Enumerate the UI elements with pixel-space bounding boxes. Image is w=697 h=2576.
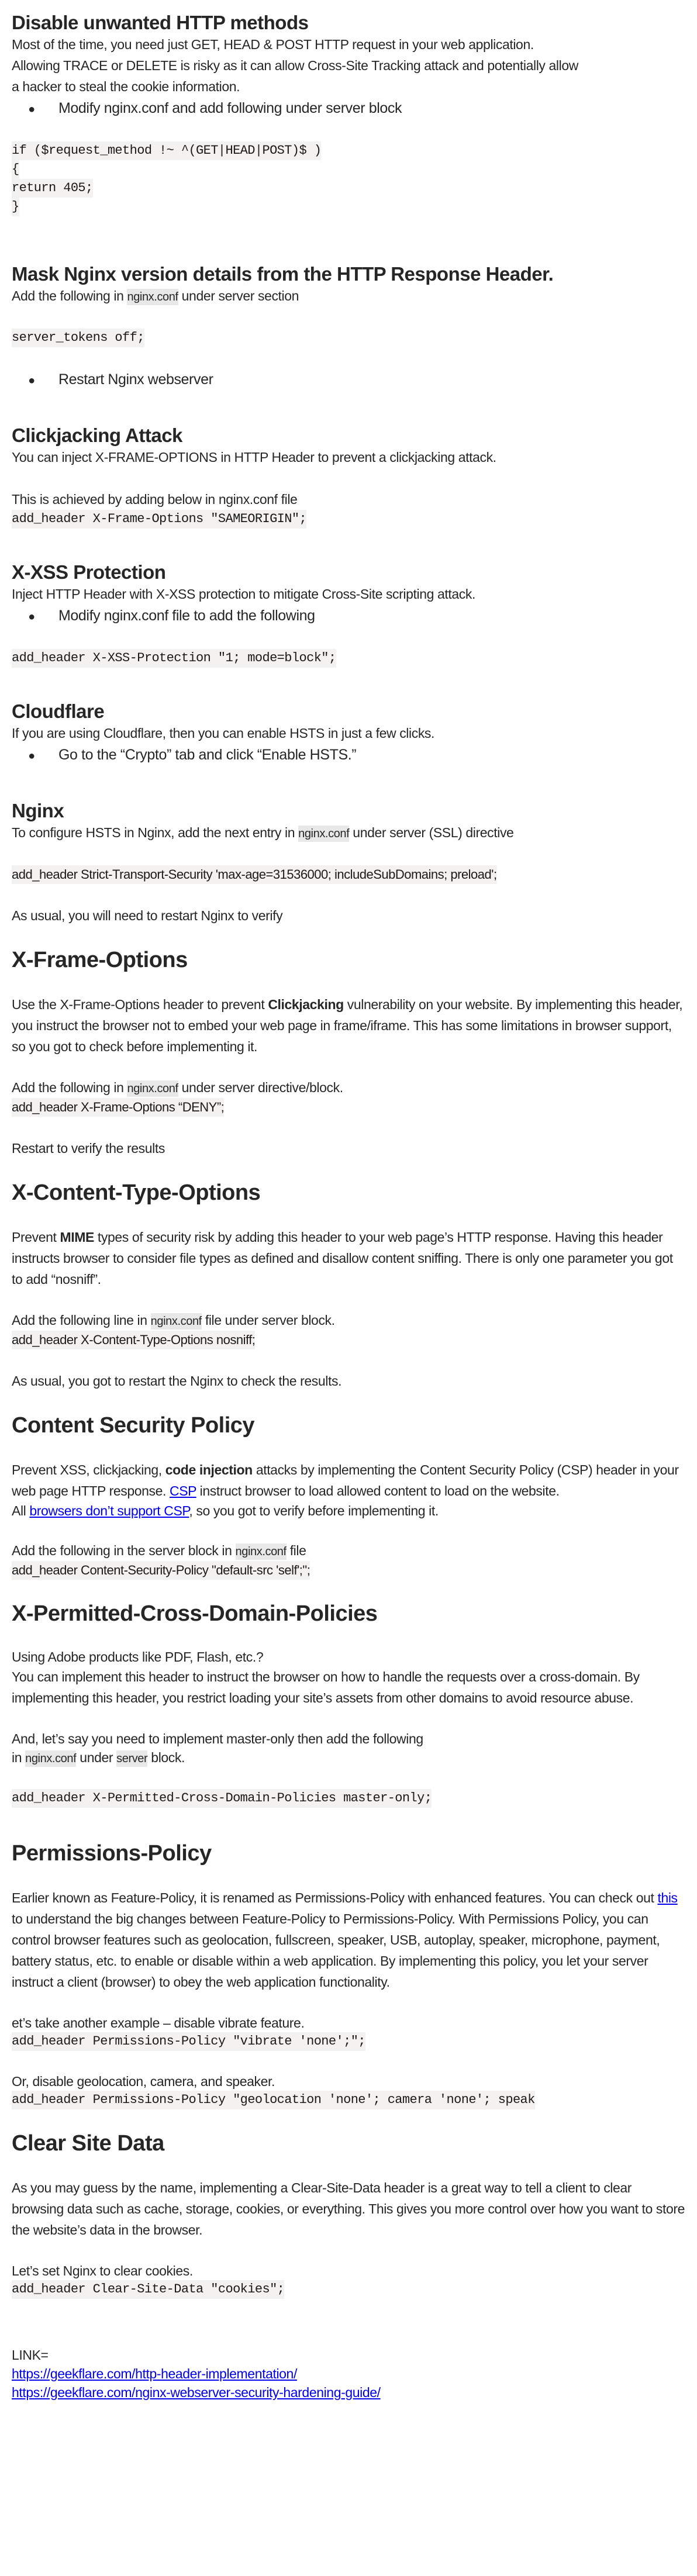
this-link[interactable]: this — [657, 1890, 678, 1905]
section-x-frame-options — [12, 947, 685, 1159]
section-title: X-Permitted-Cross-Domain-Policies — [12, 1601, 378, 1626]
section-title: X-XSS Protection — [12, 561, 166, 583]
paragraph: You can inject X-FRAME-OPTIONS in HTTP Header to prevent a clickjacking attack. — [12, 450, 496, 465]
paragraph: Most of the time, you need just GET, HEAD & POST HTTP request in your web application. — [12, 37, 534, 52]
paragraph: Allowing TRACE or DELETE is risky as it can allow Cross-Site Tracking attack and potentially allow — [12, 58, 578, 73]
paragraph: Add the following in nginx.conf under server directive/block. — [12, 1078, 685, 1098]
code-line: return 405; — [12, 179, 93, 198]
reference-link-http-header[interactable]: https://geekflare.com/http-header-implementation/ — [12, 2366, 297, 2381]
paragraph: Prevent XSS, clickjacking, code injection attacks by implementing the Content Security Policy (CSP) header in your web page HTTP response. CSP instruct browser to load allowed content to load on the website. — [12, 1462, 679, 1498]
code-line: add_header X-Content-Type-Options nosniff; — [12, 1331, 255, 1349]
section-mask-version — [12, 263, 685, 392]
paragraph: You can implement this header to instruct the browser on how to handle the requests over a cross-domain. By implementing this header, you restrict loading your site’s assets from other domains to avoid resource abuse. — [12, 1669, 640, 1705]
code-line: add_header Permissions-Policy "geolocation 'none'; camera 'none'; speak — [12, 2091, 535, 2109]
paragraph: All browsers don’t support CSP, so you got to verify before implementing it. — [12, 1503, 439, 1518]
paragraph: This is achieved by adding below in nginx.conf file — [12, 492, 298, 507]
paragraph: in nginx.conf under server block. — [12, 1748, 685, 1768]
section-links — [12, 2346, 685, 2402]
section-title: Permissions-Policy — [12, 1841, 212, 1866]
code-line: add_header Content-Security-Policy "default-src 'self';"; — [12, 1561, 310, 1580]
inline-code: nginx.conf — [236, 1543, 287, 1560]
reference-link-item — [12, 2364, 685, 2383]
paragraph: As usual, you got to restart the Nginx to check the results. — [12, 1373, 342, 1389]
section-clickjacking — [12, 424, 685, 529]
section-x-permitted — [12, 1601, 685, 1808]
paragraph: As usual, you will need to restart Nginx to verify — [12, 908, 283, 923]
section-permissions-policy — [12, 1841, 685, 2109]
paragraph: Prevent MIME types of security risk by adding this header to your web page’s HTTP response. Having this header instructs browser to consider file types as defined and disallow content sniffing. There is only one parameter you got to add “nosniff”. — [12, 1230, 673, 1287]
paragraph: Add the following line in nginx.conf file under server block. — [12, 1311, 685, 1331]
paragraph: Using Adobe products like PDF, Flash, etc.? — [12, 1649, 264, 1665]
code-block — [12, 141, 685, 216]
inline-code: nginx.conf — [298, 826, 349, 842]
paragraph: Inject HTTP Header with X-XSS protection to mitigate Cross-Site scripting attack. — [12, 586, 475, 602]
section-title: Content Security Policy — [12, 1413, 255, 1438]
section-x-content-type — [12, 1180, 685, 1391]
code-line: add_header Strict-Transport-Security 'max-age=31536000; includeSubDomains; preload'; — [12, 865, 497, 884]
section-title: Mask Nginx version details from the HTTP Response Header. — [12, 263, 554, 285]
paragraph: a hacker to steal the cookie information. — [12, 79, 240, 94]
inline-code: server — [116, 1750, 147, 1767]
paragraph: Or, disable geolocation, camera, and speaker. — [12, 2074, 275, 2089]
list-item: ● Modify nginx.conf and add following under server block — [12, 97, 685, 120]
paragraph: If you are using Cloudflare, then you can enable HSTS in just a few clicks. — [12, 726, 435, 741]
bullet-icon: ● — [28, 750, 35, 762]
section-title: Clickjacking Attack — [12, 424, 182, 446]
code-line: server_tokens off; — [12, 329, 144, 347]
section-title: X-Content-Type-Options — [12, 1180, 261, 1205]
bullet-icon: ● — [28, 103, 35, 116]
section-nginx-hsts — [12, 800, 685, 926]
section-xss — [12, 561, 685, 668]
reference-link-item — [12, 2383, 685, 2402]
paragraph: Earlier known as Feature-Policy, it is renamed as Permissions-Policy with enhanced features. You can check out this to understand the big changes between Feature-Policy to Permissions-Policy. With Permissions Policy, you can control browser features such as geolocation, fullscreen, speaker, USB, autoplay, speaker, microphone, payment, battery status, etc. to enable or disable within a web application. By implementing this policy, you let your server instruct a client (browser) to obey the web application functionality. — [12, 1890, 678, 1990]
code-line: add_header Clear-Site-Data "cookies"; — [12, 2280, 284, 2299]
list-item: ● Restart Nginx webserver — [12, 368, 685, 392]
code-line: if ($request_method !~ ^(GET|HEAD|POST)$ ) — [12, 141, 321, 160]
bullet-icon: ● — [28, 610, 35, 623]
code-line: add_header X-Frame-Options "SAMEORIGIN"; — [12, 510, 306, 529]
paragraph: Add the following in the server block in nginx.conf file — [12, 1541, 685, 1561]
list-item: ● Go to the “Crypto” tab and click “Enable HSTS.” — [12, 744, 685, 767]
csp-link[interactable]: CSP — [169, 1483, 196, 1498]
paragraph: As you may guess by the name, implementing a Clear-Site-Data header is a great way to tell a client to clear browsing data such as cache, storage, cookies, or everything. This gives you more control over how you want to store the website’s data in the browser. — [12, 2180, 685, 2237]
section-disable-methods — [12, 12, 685, 216]
code-line: } — [12, 198, 19, 216]
reference-link-hardening-guide[interactable]: https://geekflare.com/nginx-webserver-security-hardening-guide/ — [12, 2385, 381, 2400]
section-title: X-Frame-Options — [12, 948, 188, 972]
paragraph: And, let’s say you need to implement master-only then add the following — [12, 1731, 423, 1746]
paragraph: Use the X-Frame-Options header to prevent Clickjacking vulnerability on your website. By implementing this header, you instruct the browser not to embed your web page in frame/iframe. This has some limitations in browser support, so you got to check before implementing it. — [12, 997, 683, 1054]
inline-code: nginx.conf — [151, 1313, 202, 1330]
section-csp — [12, 1413, 685, 1580]
list-item: ● Modify nginx.conf file to add the following — [12, 605, 685, 628]
inline-code: nginx.conf — [127, 289, 178, 305]
code-line: add_header Permissions-Policy "vibrate 'none';"; — [12, 2032, 365, 2051]
code-line: add_header X-Permitted-Cross-Domain-Policies master-only; — [12, 1789, 432, 1808]
code-line: { — [12, 160, 19, 179]
section-cloudflare — [12, 700, 685, 767]
section-title: Disable unwanted HTTP methods — [12, 12, 309, 33]
browser-support-link[interactable]: browsers don’t support CSP — [29, 1503, 189, 1518]
bullet-icon: ● — [28, 374, 35, 387]
section-title: Nginx — [12, 800, 64, 821]
code-line: add_header X-XSS-Protection "1; mode=block"; — [12, 649, 336, 668]
paragraph: Add the following in nginx.conf under server section — [12, 285, 685, 308]
section-title: Clear Site Data — [12, 2131, 164, 2156]
paragraph: et’s take another example – disable vibrate feature. — [12, 2015, 305, 2031]
section-clear-site-data — [12, 2130, 685, 2299]
paragraph: To configure HSTS in Nginx, add the next entry in nginx.conf under server (SSL) directive — [12, 822, 685, 844]
inline-code: nginx.conf — [127, 1080, 178, 1097]
inline-code: nginx.conf — [25, 1750, 76, 1767]
paragraph: Restart to verify the results — [12, 1141, 165, 1156]
links-label: LINK= — [12, 2347, 49, 2363]
paragraph: Let’s set Nginx to clear cookies. — [12, 2263, 193, 2278]
section-title: Cloudflare — [12, 700, 105, 722]
code-line: add_header X-Frame-Options “DENY”; — [12, 1098, 224, 1117]
